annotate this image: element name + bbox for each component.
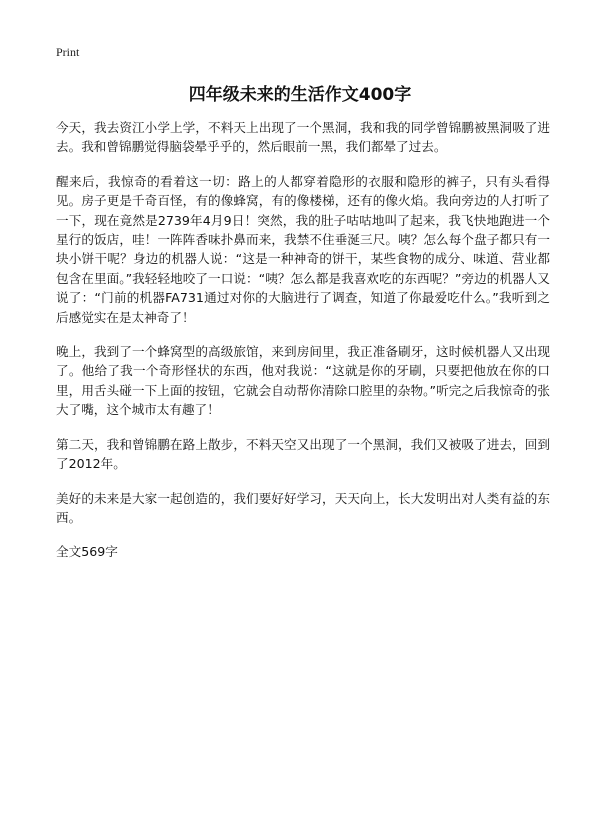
page-title: 四年级未来的生活作文400字 [188, 85, 412, 105]
paragraph-2: 醒来后，我惊奇的看着这一切：路上的人都穿着隐形的衣服和隐形的裤子，只有头看得见。房子更是千奇百怪，有的像蜂窝，有的像楼梯，还有的像火焰。我向旁边的人打听了一下，现在竟然是2739年4月9日！突然，我的肚子咕咕地叫了起来，我飞快地跑进一个星行的饭店，哇！一阵阵香味扑鼻而来，我禁不住垂涎三尺。咦？怎么每个盘子都只有一块小饼干呢？身边的机器人说：“这是一种神奇的饼干，某些食物的成分、味道、营业都包含在里面。”我轻轻地咬了一口说：“咦？怎么都是我喜欢吃的东西呢？”旁边的机器人又说了：“门前的机器FA731通过对你的大脑进行了调查，知道了你最爱吃什么。”我听到之后感觉实在是太神奇了！ [56, 173, 550, 325]
article-body [56, 118, 550, 562]
paragraph-3: 晚上，我到了一个蜂窝型的高级旅馆，来到房间里，我正准备刷牙，这时候机器人又出现了。他给了我一个奇形怪状的东西，他对我说：“这就是你的牙刷，只要把他放在你的口里，用舌头碰一下上面的按钮，它就会自动帮你清除口腔里的杂物。”听完之后我惊奇的张大了嘴，这个城市太有趣了！ [56, 344, 550, 418]
paragraph-1: 今天，我去资江小学上学，不料天上出现了一个黑洞，我和我的同学曾锦鹏被黑洞吸了进去。我和曾锦鹏觉得脑袋晕乎乎的，然后眼前一黑，我们都晕了过去。 [56, 120, 550, 155]
paragraph-5: 美好的未来是大家一起创造的，我们要好好学习，天天向上，长大发明出对人类有益的东西。 [56, 490, 550, 525]
word-count: 全文569字 [56, 544, 118, 560]
print-link[interactable]: Print [56, 45, 80, 59]
paragraph-4: 第二天，我和曾锦鹏在路上散步，不料天空又出现了一个黑洞，我们又被吸了进去，回到了2012年。 [56, 436, 550, 472]
